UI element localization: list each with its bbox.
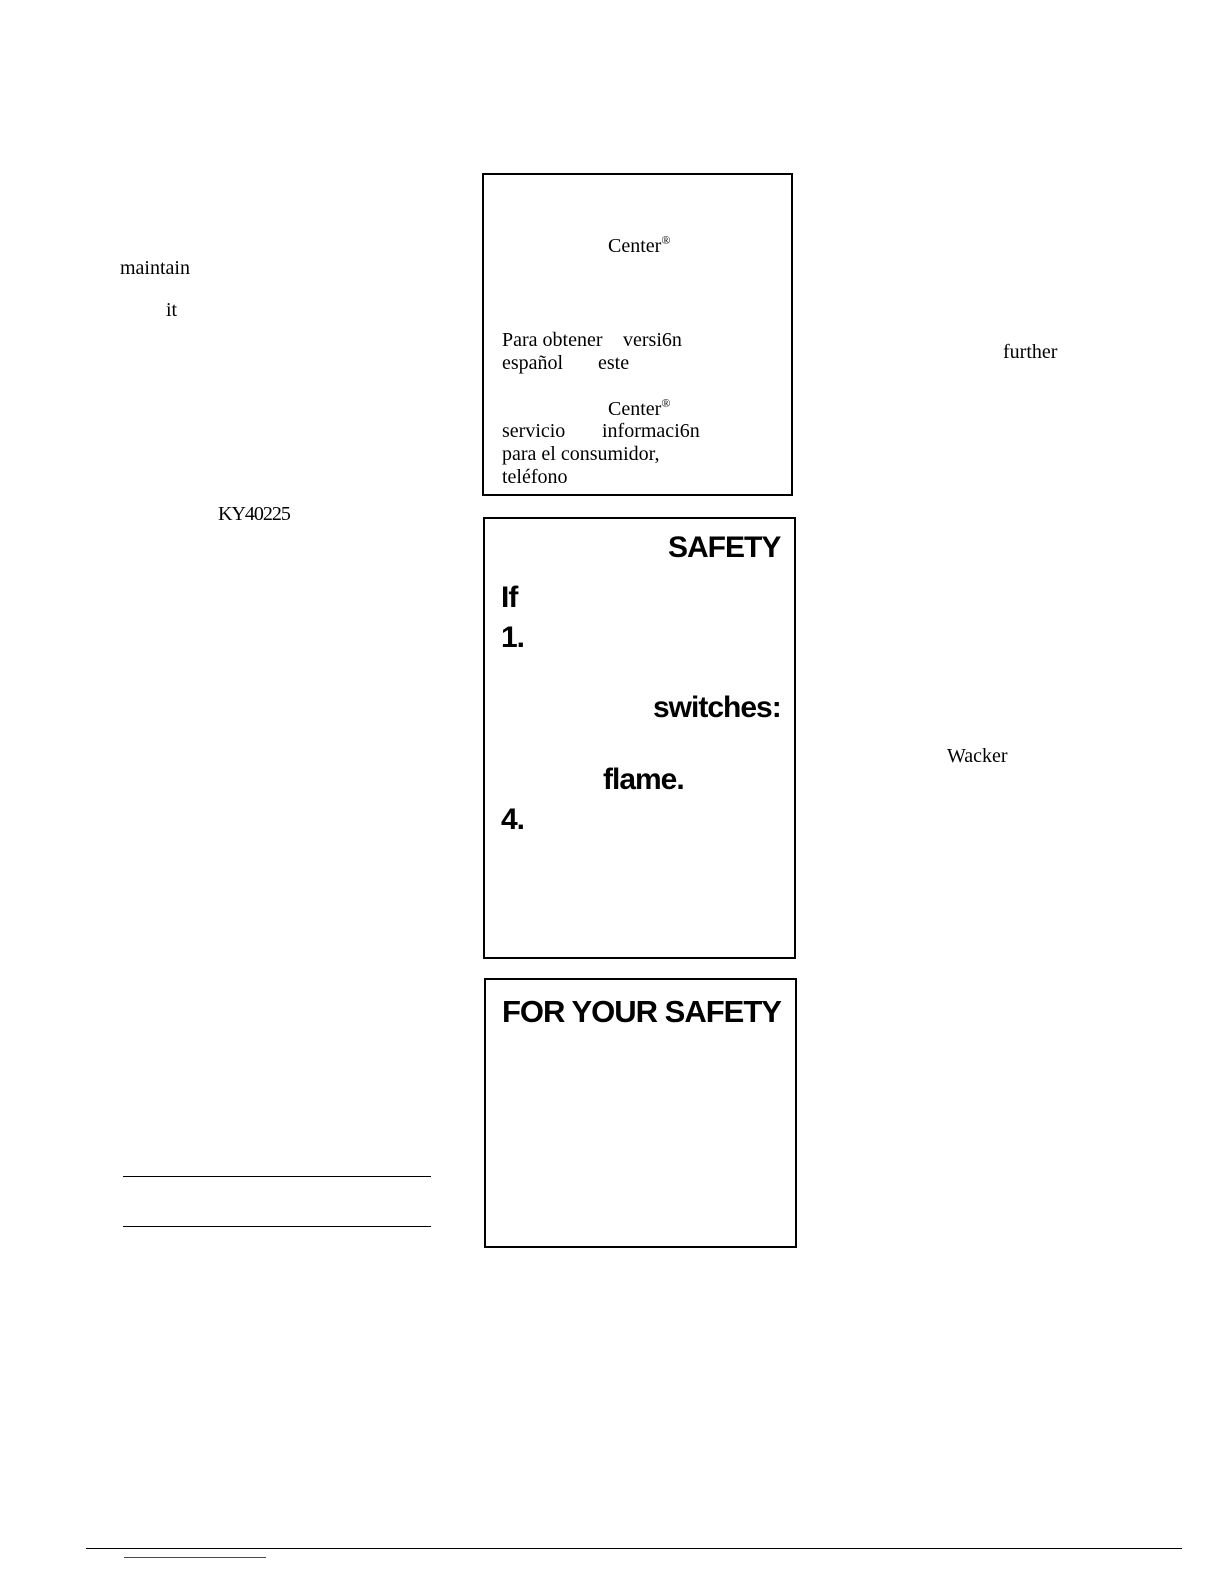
footer-link-underline <box>124 1557 266 1558</box>
registered-mark-2: ® <box>661 396 671 410</box>
spanish-box-telefono: teléfono <box>502 466 568 488</box>
for-your-safety-heading: FOR YOUR SAFETY <box>502 994 781 1029</box>
signature-line-1 <box>123 1176 431 1177</box>
gas-safety-box <box>483 517 796 959</box>
model-code: KY40225 <box>218 503 290 525</box>
right-text-wacker: Wacker <box>947 745 1008 767</box>
spanish-box-servicio: servicio <box>502 420 566 442</box>
spanish-box-center-line-1 <box>608 233 671 257</box>
gas-box-switches: switches: <box>653 691 781 724</box>
footer-rule <box>86 1548 1182 1549</box>
for-your-safety-box <box>484 978 797 1248</box>
spanish-box-espanol: español <box>502 352 564 374</box>
signature-line-2 <box>123 1226 431 1227</box>
right-text-further: further <box>1003 341 1058 363</box>
spanish-box-center-2: Center <box>608 398 662 420</box>
spanish-box-informacion: informaci6n <box>602 420 700 442</box>
left-text-it: it <box>166 299 178 321</box>
spanish-box-center-line-2 <box>608 396 671 420</box>
spanish-info-box <box>482 173 793 496</box>
spanish-box-para-obtener: Para obtener <box>502 329 603 351</box>
spanish-box-consumidor: para el consumidor, <box>502 443 660 465</box>
spanish-box-este: este <box>598 352 630 374</box>
gas-box-item-1: 1. <box>501 621 525 654</box>
gas-box-flame: flame. <box>603 763 684 796</box>
gas-box-if: If <box>501 581 518 614</box>
left-text-maintain: maintain <box>120 257 190 279</box>
spanish-box-version: versi6n <box>623 329 682 351</box>
spanish-box-center-1: Center <box>608 235 662 257</box>
registered-mark-1: ® <box>661 233 671 247</box>
gas-box-item-4: 4. <box>501 803 525 836</box>
gas-box-heading: SAFETY <box>668 531 781 564</box>
